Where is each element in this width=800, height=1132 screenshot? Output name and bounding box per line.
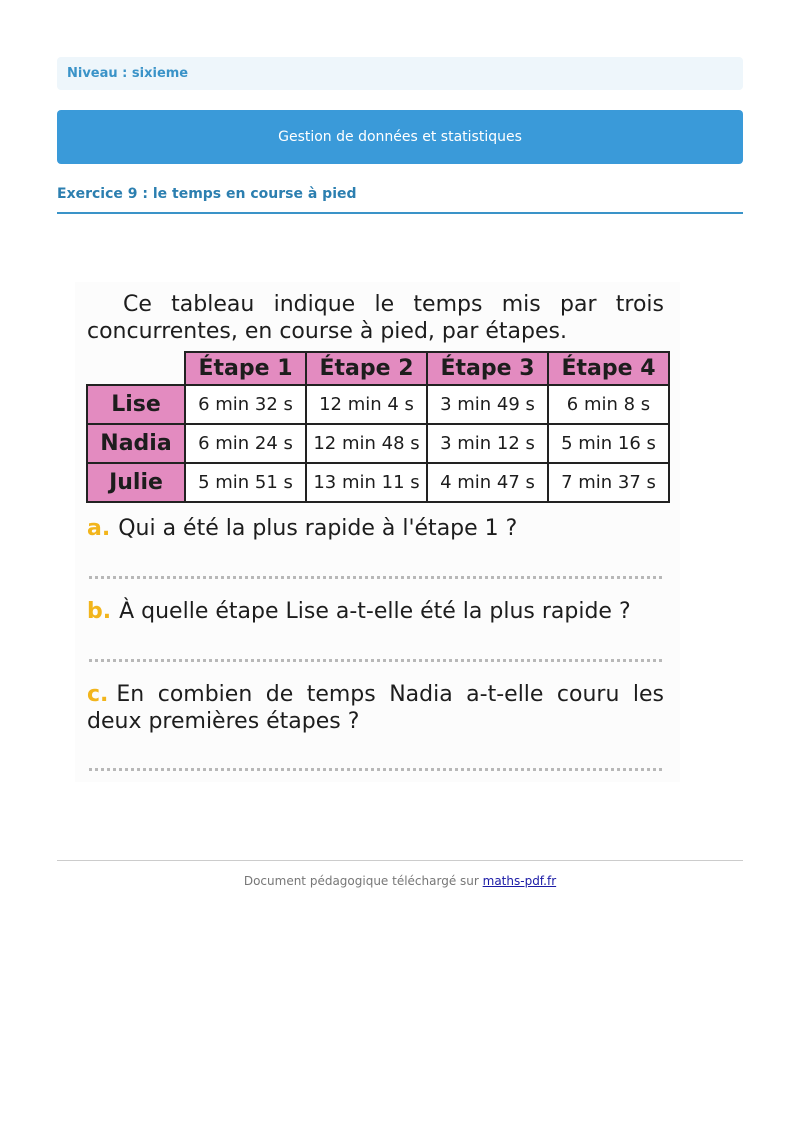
table-cell: 12 min 48 s xyxy=(306,424,427,463)
intro-text: Ce tableau indique le temps mis par trois concurrentes, en course à pied, par étapes. xyxy=(87,292,664,344)
column-header: Étape 2 xyxy=(306,352,427,385)
column-header: Étape 1 xyxy=(185,352,306,385)
question-a xyxy=(87,515,664,542)
exercise-title: Exercice 9 : le temps en course à pied xyxy=(57,186,357,202)
question-b xyxy=(87,598,664,625)
topic-banner xyxy=(57,110,743,164)
answer-line[interactable] xyxy=(89,768,662,771)
footer xyxy=(57,874,743,888)
table-cell: 3 min 49 s xyxy=(427,385,548,424)
row-header: Nadia xyxy=(87,424,185,463)
question-letter: a. xyxy=(87,516,111,541)
table-cell: 7 min 37 s xyxy=(548,463,669,502)
table-cell: 5 min 16 s xyxy=(548,424,669,463)
table-row xyxy=(87,424,669,463)
table-cell: 6 min 8 s xyxy=(548,385,669,424)
times-table xyxy=(86,351,670,503)
column-header: Étape 4 xyxy=(548,352,669,385)
row-header: Lise xyxy=(87,385,185,424)
table-cell: 6 min 32 s xyxy=(185,385,306,424)
question-text: Qui a été la plus rapide à l'étape 1 ? xyxy=(118,516,518,541)
table-cell: 6 min 24 s xyxy=(185,424,306,463)
answer-line[interactable] xyxy=(89,659,662,662)
question-c xyxy=(87,681,664,735)
question-text: À quelle étape Lise a-t-elle été la plus rapide ? xyxy=(119,599,631,624)
table-cell: 12 min 4 s xyxy=(306,385,427,424)
footer-divider xyxy=(57,860,743,861)
column-header: Étape 3 xyxy=(427,352,548,385)
table-cell: 3 min 12 s xyxy=(427,424,548,463)
level-bar xyxy=(57,57,743,90)
question-text: En combien de temps Nadia a-t-elle couru les deux premières étapes ? xyxy=(87,682,664,734)
exercise-title-underline xyxy=(57,212,743,214)
table-header-row xyxy=(87,352,669,385)
table-row xyxy=(87,463,669,502)
answer-line[interactable] xyxy=(89,576,662,579)
topic-label: Gestion de données et statistiques xyxy=(278,129,522,145)
row-header: Julie xyxy=(87,463,185,502)
table-cell: 4 min 47 s xyxy=(427,463,548,502)
question-letter: b. xyxy=(87,599,112,624)
exercise-intro xyxy=(87,291,664,345)
footer-link[interactable]: maths-pdf.fr xyxy=(482,874,557,888)
table-cell: 13 min 11 s xyxy=(306,463,427,502)
table-corner xyxy=(87,352,185,385)
footer-text: Document pédagogique téléchargé sur xyxy=(243,874,483,888)
table-cell: 5 min 51 s xyxy=(185,463,306,502)
question-letter: c. xyxy=(87,682,109,707)
level-label: Niveau : sixieme xyxy=(67,66,189,81)
table-row xyxy=(87,385,669,424)
